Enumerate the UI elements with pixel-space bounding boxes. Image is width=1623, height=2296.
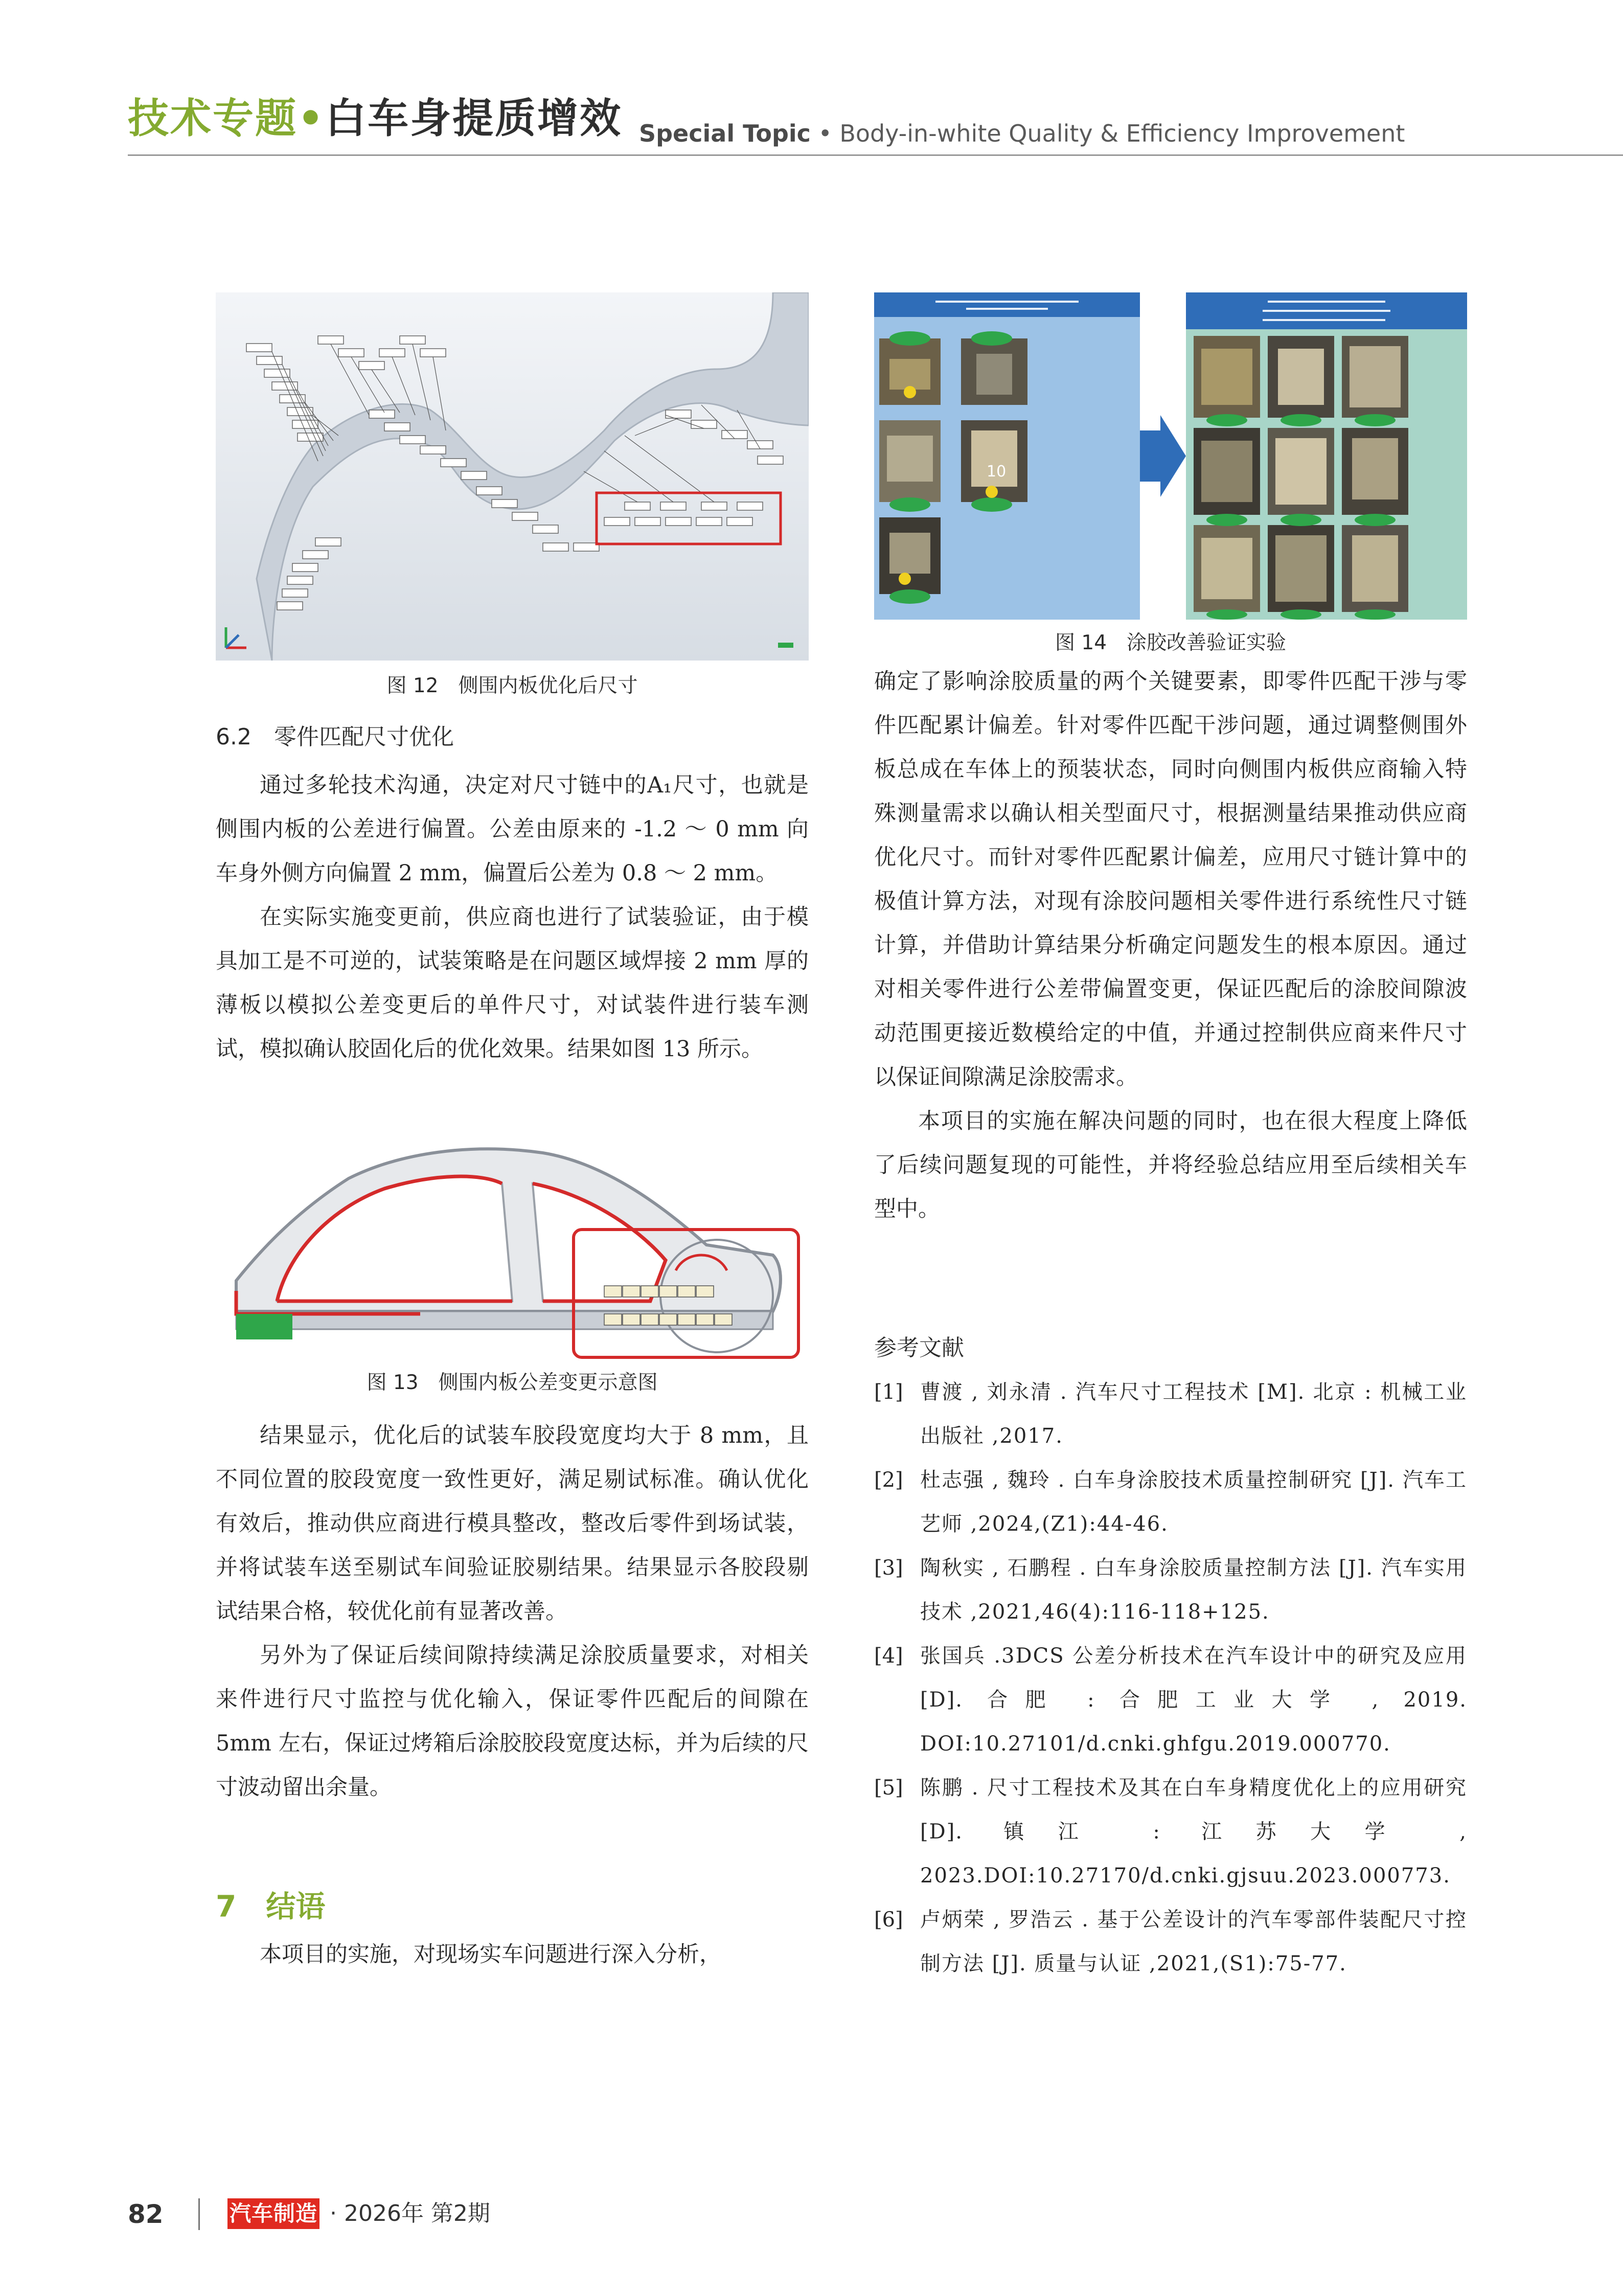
right-column-body	[874, 660, 1467, 1231]
reference-text: 曹渡 , 刘永清 . 汽车尺寸工程技术 [M]. 北京 : 机械工业出版社 ,2017.	[920, 1380, 1467, 1448]
left-paragraph-4: 另外为了保证后续间隙持续满足涂胶质量要求，对相关来件进行尺寸监控与优化输入，保证零件匹配后的间隙在 5mm 左右，保证过烤箱后涂胶胶段宽度达标，并为后续的尺寸波动留出余量。	[216, 1643, 809, 1800]
fig13-green-sill	[236, 1314, 292, 1339]
reference-number: [1]	[874, 1380, 903, 1404]
figure-13-caption: 图 13 侧围内板公差变更示意图	[367, 1371, 658, 1394]
left-paragraph-1: 通过多轮技术沟通，决定对尺寸链中的A₁尺寸，也就是侧围内板的公差进行偏置。公差由原来的 -1.2 ～ 0 mm 向车身外侧方向偏置 2 mm，偏置后公差为 0.8 ～ 2 mm。	[216, 772, 809, 886]
left-column-closing	[216, 1933, 809, 1976]
running-head-english	[639, 122, 1405, 145]
reference-text: 张国兵 .3DCS 公差分析技术在汽车设计中的研究及应用 [D]. 合肥 : 合肥工业大学 , 2019. DOI:10.27101/d.cnki.ghfgu.2019.000770.	[920, 1644, 1467, 1756]
page-number: 82	[128, 2199, 164, 2229]
reference-number: [6]	[874, 1908, 903, 1931]
footer-divider	[198, 2198, 200, 2230]
reference-text: 卢炳荣 , 罗浩云 . 基于公差设计的汽车零部件装配尺寸控制方法 [J]. 质量与认证 ,2021,(S1):75-77.	[920, 1908, 1467, 1975]
references-list	[874, 1370, 1467, 1986]
section-7-heading: 7 结语	[216, 1889, 326, 1924]
header-rule	[128, 154, 1623, 156]
left-column-upper	[216, 763, 809, 1071]
figure-13-drawing	[216, 1138, 809, 1362]
figure-14-caption: 图 14 涂胶改善验证实验	[1055, 631, 1287, 654]
running-head-subject: 白车身提质增效	[325, 95, 623, 142]
running-head-title	[128, 95, 623, 142]
left-paragraph-3: 结果显示，优化后的试装车胶段宽度均大于 8 mm，且不同位置的胶段宽度一致性更好，满足剔试标准。确认优化有效后，推动供应商进行模具整改，整改后零件到场试装，并将试装车送至剔试车间验证胶剔结果。结果显示各胶段剔试结果合格，较优化前有显著改善。	[216, 1423, 809, 1624]
magazine-logo: 汽车制造业	[227, 2198, 319, 2229]
reference-number: [4]	[874, 1644, 903, 1668]
running-head-topic: 技术专题	[128, 95, 298, 142]
left-paragraph-5: 本项目的实施，对现场实车问题进行深入分析，	[260, 1942, 721, 1967]
reference-text: 陶秋实 , 石鹏程 . 白车身涂胶质量控制方法 [J]. 汽车实用技术 ,2021,46(4):116-118+125.	[920, 1556, 1467, 1624]
reference-text: 陈鹏 . 尺寸工程技术及其在白车身精度优化上的应用研究 [D]. 镇江 : 江苏大学 , 2023.DOI:10.27170/d.cnki.gjsuu.2023.000773.	[920, 1776, 1467, 1888]
figure-12-caption: 图 12 侧围内板优化后尺寸	[386, 674, 638, 697]
section-6-2-heading: 6.2 零件匹配尺寸优化	[216, 724, 454, 750]
right-paragraph-1: 确定了影响涂胶质量的两个关键要素，即零件匹配干涉与零件匹配累计偏差。针对零件匹配干涉问题，通过调整侧围外板总成在车体上的预装状态，同时向侧围内板供应商输入特殊测量需求以确认相关型面尺寸，根据测量结果推动供应商优化尺寸。而针对零件匹配累计偏差，应用尺寸链计算中的极值计算方法，对现有涂胶问题相关零件进行系统性尺寸链计算，并借助计算结果分析确定问题发生的根本原因。通过对相关零件进行公差带偏置变更，保证匹配后的涂胶间隙波动范围更接近数模给定的中值，并通过控制供应商来件尺寸以保证间隙满足涂胶需求。	[874, 669, 1467, 1090]
reference-item	[874, 1634, 1467, 1766]
running-head-dot: •	[298, 95, 326, 142]
running-head-english-rest: • Body-in-white Quality & Efficiency Improvement	[818, 120, 1405, 147]
reference-item	[874, 1370, 1467, 1458]
right-paragraph-2: 本项目的实施在解决问题的同时，也在很大程度上降低了后续问题复现的可能性，并将经验总结应用至后续相关车型中。	[874, 1108, 1467, 1222]
references-heading: 参考文献	[874, 1335, 964, 1361]
issue-info: · 2026年 第2期	[330, 2200, 490, 2226]
reference-text: 杜志强 , 魏玲 . 白车身涂胶技术质量控制研究 [J]. 汽车工艺师 ,2024,(Z1):44-46.	[920, 1468, 1467, 1536]
reference-item	[874, 1458, 1467, 1546]
left-column-lower	[216, 1414, 809, 1809]
reference-item	[874, 1766, 1467, 1898]
reference-item	[874, 1898, 1467, 1986]
figure-14-drawing	[874, 292, 1467, 620]
fig12-scale-bar	[778, 643, 793, 648]
reference-item	[874, 1546, 1467, 1634]
left-paragraph-2: 在实际实施变更前，供应商也进行了试装验证，由于模具加工是不可逆的，试装策略是在问题区域焊接 2 mm 厚的薄板以模拟公差变更后的单件尺寸，对试装件进行装车测试，模拟确认胶固化后的优化效果。结果如图 13 所示。	[216, 904, 809, 1062]
reference-number: [5]	[874, 1776, 903, 1800]
reference-number: [3]	[874, 1556, 903, 1580]
figure-14-image	[874, 292, 1467, 620]
figure-13-image	[216, 1138, 809, 1362]
fig14-photo-label: 10	[987, 463, 1007, 481]
figure-12-drawing	[216, 292, 809, 661]
reference-number: [2]	[874, 1468, 903, 1492]
running-head-english-bold: Special Topic	[639, 120, 811, 147]
figure-12-image	[216, 292, 809, 661]
fig14-after-photos	[1194, 336, 1408, 612]
